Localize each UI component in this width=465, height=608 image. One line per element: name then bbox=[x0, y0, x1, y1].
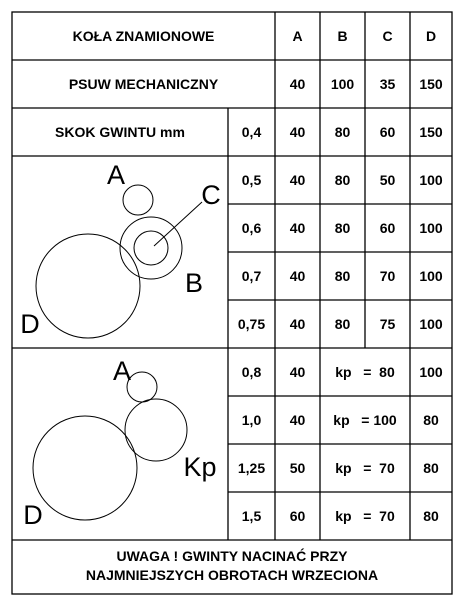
gear-c-circle bbox=[134, 231, 168, 265]
row-pitch: 1,0 bbox=[241, 412, 262, 428]
pitch-value: 0,4 bbox=[241, 124, 262, 140]
feed-d-value: 150 bbox=[419, 76, 443, 92]
warning-line-1: UWAGA ! GWINTY NACINAĆ PRZY bbox=[116, 548, 348, 564]
row-b-value: 80 bbox=[334, 268, 351, 284]
feed-label: PSUW MECHANICZNY bbox=[68, 76, 219, 92]
row-pitch: 0,75 bbox=[237, 316, 266, 332]
row-a-value: 40 bbox=[289, 172, 306, 188]
row-pitch: 0,5 bbox=[241, 172, 262, 188]
row-kp-value: kp = 80 bbox=[335, 364, 395, 380]
row-c-value: 60 bbox=[379, 220, 396, 236]
feed-a-value: 40 bbox=[289, 76, 306, 92]
row-pitch: 1,25 bbox=[237, 460, 266, 476]
row-b-value: 80 bbox=[334, 220, 351, 236]
row-kp-value: kp = 70 bbox=[335, 508, 395, 524]
row-pitch: 1,5 bbox=[241, 508, 262, 524]
row-d-value: 100 bbox=[419, 220, 443, 236]
pitch-d-value: 150 bbox=[419, 124, 443, 140]
row-a-value: 40 bbox=[289, 364, 306, 380]
row-c-value: 50 bbox=[379, 172, 396, 188]
row-d-value: 80 bbox=[423, 412, 439, 428]
table-title: KOŁA ZNAMIONOWE bbox=[72, 28, 215, 44]
row-c-value: 75 bbox=[379, 316, 396, 332]
gear-b-circle bbox=[120, 217, 182, 279]
pitch-b-value: 80 bbox=[334, 124, 351, 140]
row-pitch: 0,6 bbox=[241, 220, 262, 236]
row-d-value: 100 bbox=[419, 316, 443, 332]
pitch-a-value: 40 bbox=[289, 124, 306, 140]
warning-note bbox=[12, 538, 452, 594]
row-kp-value: kp = 70 bbox=[335, 460, 395, 476]
row-d-value: 100 bbox=[419, 268, 443, 284]
warning-line-2: NAJMNIEJSZYCH OBROTACH WRZECIONA bbox=[85, 567, 379, 583]
row-a-value: 40 bbox=[289, 268, 306, 284]
row-d-value: 100 bbox=[419, 172, 443, 188]
row-pitch: 0,8 bbox=[241, 364, 262, 380]
gear-c-pointer bbox=[154, 202, 202, 246]
row-pitch: 0,7 bbox=[241, 268, 262, 284]
gear-diagram-2 bbox=[33, 372, 187, 520]
column-d-header: D bbox=[425, 28, 437, 44]
row-a-value: 40 bbox=[289, 220, 306, 236]
row-a-value: 40 bbox=[289, 412, 306, 428]
pitch-c-value: 60 bbox=[379, 124, 396, 140]
row-a-value: 40 bbox=[289, 316, 306, 332]
gear-d-label: D bbox=[20, 308, 40, 339]
gear-d2-circle bbox=[33, 416, 137, 520]
pitch-label: SKOK GWINTU mm bbox=[55, 124, 185, 140]
row-a-value: 50 bbox=[289, 460, 306, 476]
gear-c-label: C bbox=[201, 179, 221, 210]
gear-a2-label: A bbox=[112, 355, 131, 386]
gear-d-circle bbox=[36, 234, 140, 338]
feed-b-value: 100 bbox=[330, 76, 355, 92]
row-kp-value: kp = 100 bbox=[333, 412, 397, 428]
row-d-value: 80 bbox=[423, 460, 439, 476]
gear-diagram-1 bbox=[36, 185, 202, 338]
row-b-value: 80 bbox=[334, 316, 351, 332]
row-b-value: 80 bbox=[334, 172, 351, 188]
column-b-header: B bbox=[337, 28, 348, 44]
row-c-value: 70 bbox=[379, 268, 396, 284]
gear-kp-label: Kp bbox=[183, 451, 217, 482]
row-d-value: 100 bbox=[419, 364, 443, 380]
row-a-value: 60 bbox=[289, 508, 306, 524]
column-c-header: C bbox=[382, 28, 393, 44]
column-a-header: A bbox=[292, 28, 303, 44]
gear-a-label: A bbox=[106, 159, 125, 190]
feed-c-value: 35 bbox=[379, 76, 396, 92]
row-d-value: 80 bbox=[423, 508, 439, 524]
gear-b-label: B bbox=[184, 267, 203, 298]
gear-d2-label: D bbox=[23, 499, 43, 530]
